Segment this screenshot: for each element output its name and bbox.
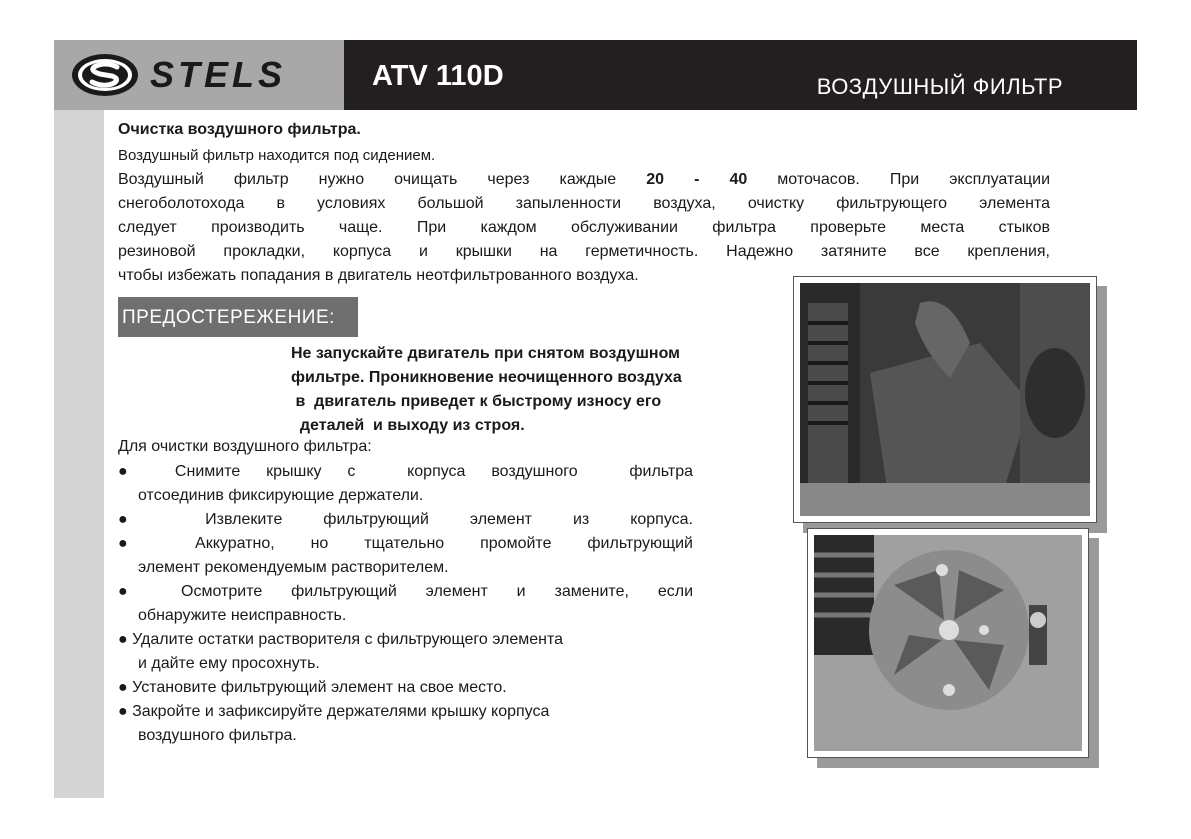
paragraph-line: следует производить чаще. При каждом обслуживании фильтра проверьте места стыков xyxy=(118,219,1050,236)
warning-label: ПРЕДОСТЕРЕЖЕНИЕ: xyxy=(122,307,335,328)
body-paragraph xyxy=(118,168,1050,288)
list-item-continuation: воздушного фильтра. xyxy=(138,727,297,744)
list-item: ● Снимите крышку с корпуса воздушного фильтра xyxy=(118,463,693,480)
warning-line: в двигатель приведет к быстрому износу его xyxy=(291,393,662,410)
list-item-continuation: элемент рекомендуемым растворителем. xyxy=(138,559,449,576)
section-heading: Очистка воздушного фильтра. xyxy=(118,121,361,138)
page-header xyxy=(54,40,1137,110)
warning-line: фильтре. Проникновение неочищенного воздуха xyxy=(291,369,682,386)
filter-cover-photo xyxy=(807,528,1089,758)
warning-line: Не запускайте двигатель при снятом воздушном xyxy=(291,345,680,362)
warning-label-box xyxy=(118,297,358,337)
list-item-continuation: отсоединив фиксирующие держатели. xyxy=(138,487,424,504)
left-sidebar-bar xyxy=(54,110,104,798)
section-title: ВОЗДУШНЫЙ ФИЛЬТР xyxy=(816,74,1063,99)
instruction-list xyxy=(118,460,693,748)
list-item: ● Удалите остатки растворителя с фильтрующего элемента xyxy=(118,631,564,648)
list-item: ● Извлеките фильтрующий элемент из корпуса. xyxy=(118,511,693,528)
list-item-continuation: и дайте ему просохнуть. xyxy=(138,655,320,672)
intro-text: Воздушный фильтр находится под сидением. xyxy=(118,147,436,164)
warning-text xyxy=(291,342,682,438)
paragraph-line: снегоболотохода в условиях большой запыленности воздуха, очистку фильтрующего элемента xyxy=(118,195,1050,212)
list-intro: Для очистки воздушного фильтра: xyxy=(118,438,372,455)
warning-line: деталей и выходу из строя. xyxy=(291,417,525,434)
list-item: ● Аккуратно, но тщательно промойте фильтрующий xyxy=(118,535,693,552)
paragraph-line-1: Воздушный фильтр нужно очищать через каждые 20 - 40 моточасов. При эксплуатации xyxy=(118,171,1051,188)
air-filter-location-photo xyxy=(793,276,1097,523)
brand-logo xyxy=(54,40,344,110)
list-item: ● Закройте и зафиксируйте держателями крышку корпуса xyxy=(118,703,550,720)
list-item-continuation: обнаружите неисправность. xyxy=(138,607,347,624)
list-item: ● Установите фильтрующий элемент на свое место. xyxy=(118,679,507,696)
brand-wordmark: STELS xyxy=(150,54,287,95)
model-title: ATV 110D xyxy=(372,60,504,92)
stels-logo-icon xyxy=(70,52,140,98)
paragraph-line: чтобы избежать попадания в двигатель неотфильтрованного воздуха. xyxy=(118,267,639,284)
list-item: ● Осмотрите фильтрующий элемент и замените, если xyxy=(118,583,693,600)
paragraph-line: резиновой прокладки, корпуса и крышки на герметичность. Надежно затяните все крепления, xyxy=(118,243,1050,260)
